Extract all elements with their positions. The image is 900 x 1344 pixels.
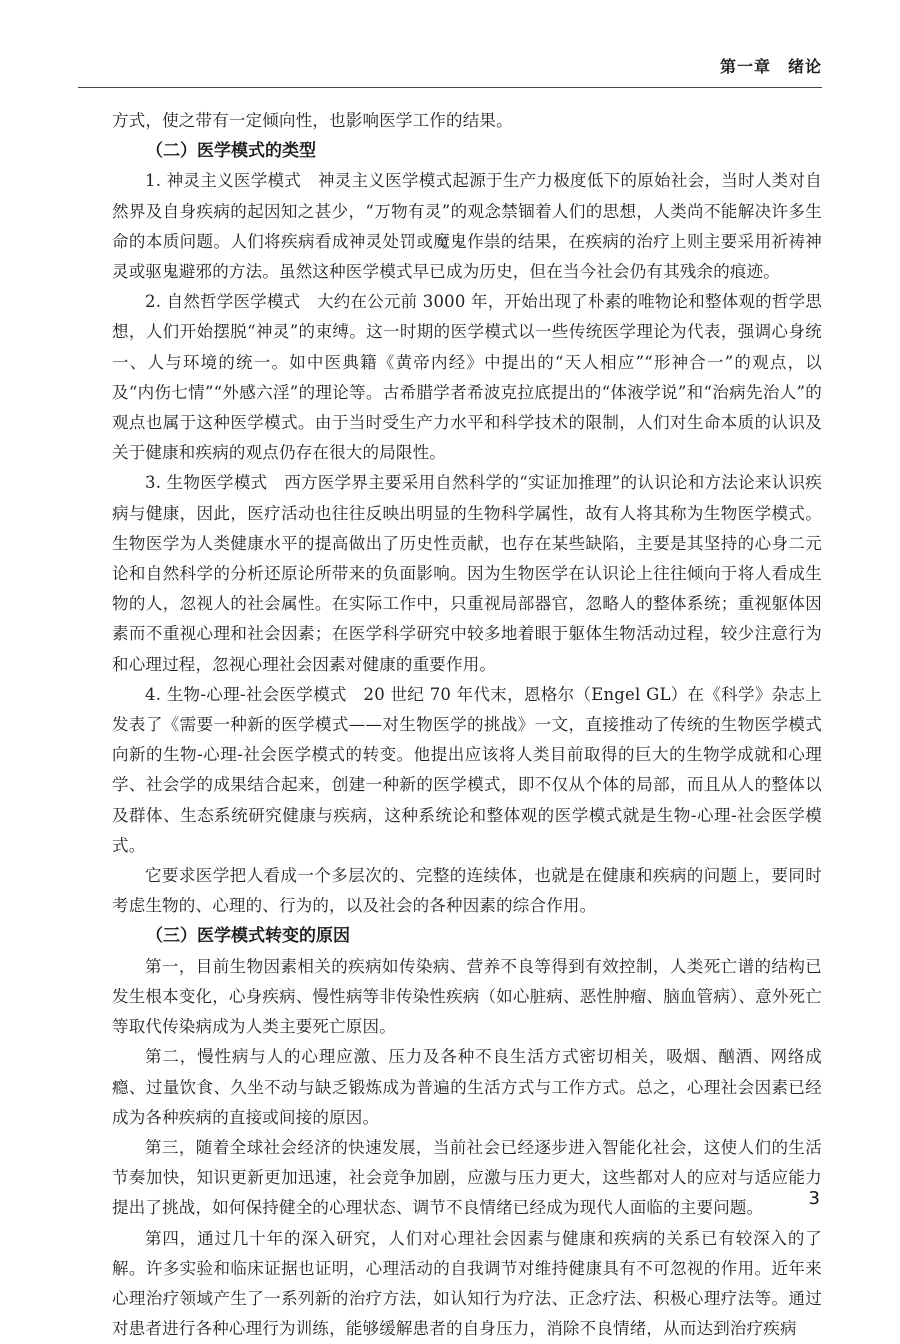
paragraph-holistic-requirement: 它要求医学把人看成一个多层次的、完整的连续体，也就是在健康和疾病的问题上，要同时考虑生物的、心理的、行为的，以及社会的各种因素的综合作用。 (112, 866, 822, 916)
paragraph-biomedical-model: 3. 生物医学模式 西方医学界主要采用自然科学的“实证加推理”的认识论和方法论来认识疾病与健康，因此，医疗活动也往往反映出明显的生物科学属性，故有人将其称为生物医学模式。生物医学为人类健康水平的提高做出了历史性贡献，也存在某些缺陷，主要是其坚持的心身二元论和自然科学的分析还原论所带来的负面影响。因为生物医学在认识论上往往倾向于将人看成生物的人，忽视人的社会属性。在实际工作中，只重视局部器官，忽略人的整体系统；重视躯体因素而不重视心理和社会因素；在医学科学研究中较多地着眼于躯体生物活动过程，较少注意行为和心理过程，忽视心理社会因素对健康的重要作用。 (112, 473, 822, 674)
page-body (112, 106, 822, 1344)
paragraph-reason-second: 第二，慢性病与人的心理应激、压力及各种不良生活方式密切相关，吸烟、酗酒、网络成瘾、过量饮食、久坐不动与缺乏锻炼成为普遍的生活方式与工作方式。总之，心理社会因素已经成为各种疾病的直接或间接的原因。 (112, 1047, 822, 1127)
paragraph-continuation: 方式，使之带有一定倾向性，也影响医学工作的结果。 (112, 111, 513, 130)
paragraph-reason-third: 第三，随着全球社会经济的快速发展，当前社会已经逐步进入智能化社会，这使人们的生活节奏加快，知识更新更加迅速，社会竞争加剧，应激与压力更大，这些都对人的应对与适应能力提出了挑战，如何保持健全的心理状态、调节不良情绪已经成为现代人面临的主要问题。 (112, 1137, 822, 1218)
paragraph-reason-first: 第一，目前生物因素相关的疾病如传染病、营养不良等得到有效控制，人类死亡谱的结构已发生根本变化，心身疾病、慢性病等非传染性疾病（如心脏病、恶性肿瘤、脑血管病）、意外死亡等取代传染病成为人类主要死亡原因。 (112, 956, 822, 1037)
section-heading-reasons: （三）医学模式转变的原因 (146, 926, 350, 947)
running-header (78, 48, 822, 88)
paragraph-spiritualism-model: 1. 神灵主义医学模式 神灵主义医学模式起源于生产力极度低下的原始社会，当时人类对自然界及自身疾病的起因知之甚少，“万物有灵”的观念禁锢着人们的思想，人类尚不能解决许多生命的本质问题。人们将疾病看成神灵处罚或魔鬼作祟的结果，在疾病的治疗上则主要采用祈祷神灵或驱鬼避邪的方法。虽然这种医学模式早已成为历史，但在当今社会仍有其残余的痕迹。 (112, 171, 822, 282)
paragraph-natural-philosophy-model: 2. 自然哲学医学模式 大约在公元前 3000 年，开始出现了朴素的唯物论和整体观的哲学思想，人们开始摆脱“神灵”的束缚。这一时期的医学模式以一些传统医学理论为代表，强调心身统一、人与环境的统一。如中医典籍《黄帝内经》中提出的“天人相应”“形神合一”的观点，以及“内伤七情”“外感六淫”的理论等。古希腊学者希波克拉底提出的“体液学说”和“治病先治人”的观点也属于这种医学模式。由于当时受生产力水平和科学技术的限制，人们对生命本质的认识及关于健康和疾病的观点仍存在很大的局限性。 (112, 292, 822, 463)
section-heading-types: （二）医学模式的类型 (146, 141, 316, 162)
page-number: 3 (808, 1188, 820, 1209)
paragraph-reason-fourth: 第四，通过几十年的深入研究，人们对心理社会因素与健康和疾病的关系已有较深入的了解。许多实验和临床证据也证明，心理活动的自我调节对维持健康具有不可忽视的作用。近年来心理治疗领域产生了一系列新的治疗方法，如认知行为疗法、正念疗法、积极心理疗法等。通过对患者进行各种心理行为训练，能够缓解患者的自身压力，消除不良情绪，从而达到治疗疾病 (112, 1228, 822, 1339)
chapter-title: 第一章 绪论 (719, 57, 822, 76)
header-rule (78, 87, 822, 88)
paragraph-biopsychosocial-model: 4. 生物-心理-社会医学模式 20 世纪 70 年代末，恩格尔（Engel GL）在《科学》杂志上发表了《需要一种新的医学模式——对生物医学的挑战》一文，直接推动了传统的生物医学模式向新的生物-心理-社会医学模式的转变。他提出应该将人类目前取得的巨大的生物学成就和心理学、社会学的成果结合起来，创建一种新的医学模式，即不仅从个体的局部，而且从人的整体以及群体、生态系统研究健康与疾病，这种系统论和整体观的医学模式就是生物-心理-社会医学模式。 (112, 684, 822, 855)
